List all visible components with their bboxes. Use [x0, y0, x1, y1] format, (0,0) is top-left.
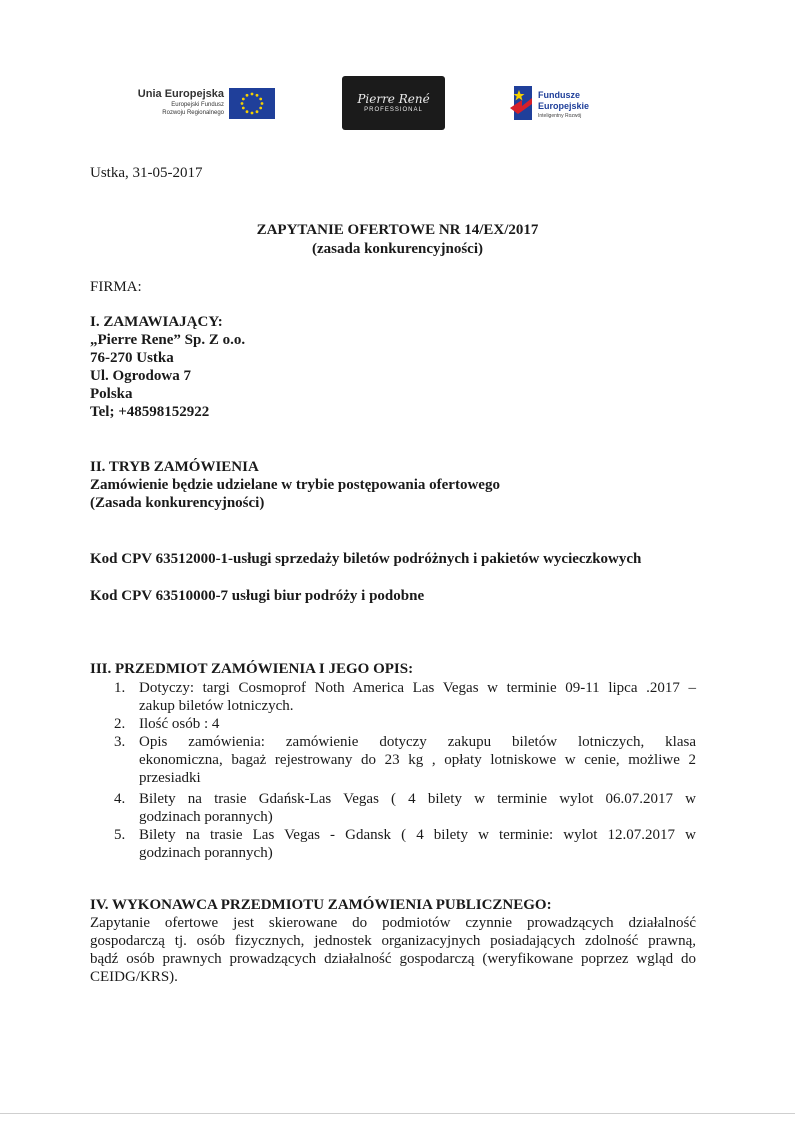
- item-2-line1: Ilość osób : 4: [139, 716, 220, 732]
- section-4-line3: bądź osób prawnych prowadzących działalność gospodarczą (weryfikowane poprzez wgląd do: [90, 951, 696, 967]
- fe-logo-line3: Inteligentny Rozwój: [538, 113, 582, 119]
- cpv-code-1: Kod CPV 63512000-1-usługi sprzedaży biletów podróżnych i pakietów wycieczkowych: [90, 551, 642, 567]
- fundusze-europejskie-icon: [510, 86, 534, 120]
- item-5-number: 5.: [114, 827, 126, 843]
- item-3-line1: Opis zamówienia: zamówienie dotyczy zakupu biletów lotniczych, klasa: [139, 734, 696, 750]
- pierre-rene-logo: [342, 76, 445, 130]
- eu-logo-line1: Europejski Fundusz: [171, 102, 224, 108]
- section-3-heading: III. PRZEDMIOT ZAMÓWIENIA I JEGO OPIS:: [90, 661, 414, 677]
- cpv-code-2: Kod CPV 63510000-7 usługi biur podróży i podobne: [90, 588, 425, 604]
- section-4-line1: Zapytanie ofertowe jest skierowane do podmiotów czynnie prowadzących działalność: [90, 915, 696, 931]
- section-4-heading: IV. WYKONAWCA PRZEDMIOTU ZAMÓWIENIA PUBLICZNEGO:: [90, 897, 552, 913]
- orderer-country: Polska: [90, 386, 133, 402]
- orderer-name: „Pierre Rene” Sp. Z o.o.: [90, 332, 246, 348]
- page-bottom-edge: [0, 1113, 795, 1114]
- fe-logo-line2: Europejskie: [538, 101, 590, 111]
- section-1-heading: I. ZAMAWIAJĄCY:: [90, 314, 223, 330]
- item-4-number: 4.: [114, 791, 126, 807]
- item-5-line1: Bilety na trasie Las Vegas - Gdansk ( 4 bilety w terminie: wylot 12.07.2017 w: [139, 827, 696, 843]
- item-3-number: 3.: [114, 734, 126, 750]
- pierre-rene-logo-script: Pierre René: [357, 91, 430, 106]
- item-5-line2: godzinach porannych): [139, 845, 273, 861]
- orderer-phone: Tel; +48598152922: [90, 404, 210, 420]
- place-date: Ustka, 31-05-2017: [90, 165, 203, 181]
- page-title: ZAPYTANIE OFERTOWE NR 14/EX/2017: [256, 222, 539, 238]
- item-2-number: 2.: [114, 716, 126, 732]
- section-4-line4: CEIDG/KRS).: [90, 969, 178, 985]
- item-1-number: 1.: [114, 680, 126, 696]
- section-2-heading: II. TRYB ZAMÓWIENIA: [90, 459, 259, 475]
- item-1-line1: Dotyczy: targi Cosmoprof Noth America Las Vegas w terminie 09-11 lipca .2017 –: [139, 680, 696, 696]
- eu-flag-icon: [229, 88, 275, 119]
- eu-logo-text: [120, 88, 224, 117]
- eu-logo-line2: Rozwoju Regionalnego: [162, 110, 224, 116]
- orderer-street: Ul. Ogrodowa 7: [90, 368, 191, 384]
- item-4-line1: Bilety na trasie Gdańsk-Las Vegas ( 4 bilety w terminie wylot 06.07.2017 w: [139, 791, 696, 807]
- section-4-line2: gospodarczą tj. osób fizycznych, jednostek organizacyjnych posiadających zdolność prawną,: [90, 933, 696, 949]
- page-subtitle: (zasada konkurencyjności): [312, 241, 483, 257]
- item-3-line2: ekonomiczna, bagaż rejestrowany do 23 kg , opłaty lotniskowe w cenie, możliwe 2: [139, 752, 696, 768]
- eu-logo-title: Unia Europejska: [137, 88, 224, 100]
- item-4-line2: godzinach porannych): [139, 809, 273, 825]
- firma-label: FIRMA:: [90, 279, 142, 295]
- section-2-line2: (Zasada konkurencyjności): [90, 495, 265, 511]
- orderer-postcode: 76-270 Ustka: [90, 350, 174, 366]
- fe-logo-text: [538, 90, 589, 120]
- section-2-line1: Zamówienie będzie udzielane w trybie postępowania ofertowego: [90, 477, 500, 493]
- pierre-rene-logo-sub: PROFESSIONAL: [364, 106, 423, 113]
- item-3-line3: przesiadki: [139, 770, 201, 786]
- item-1-line2: zakup biletów lotniczych.: [139, 698, 294, 714]
- fe-logo-line1: Fundusze: [538, 90, 580, 100]
